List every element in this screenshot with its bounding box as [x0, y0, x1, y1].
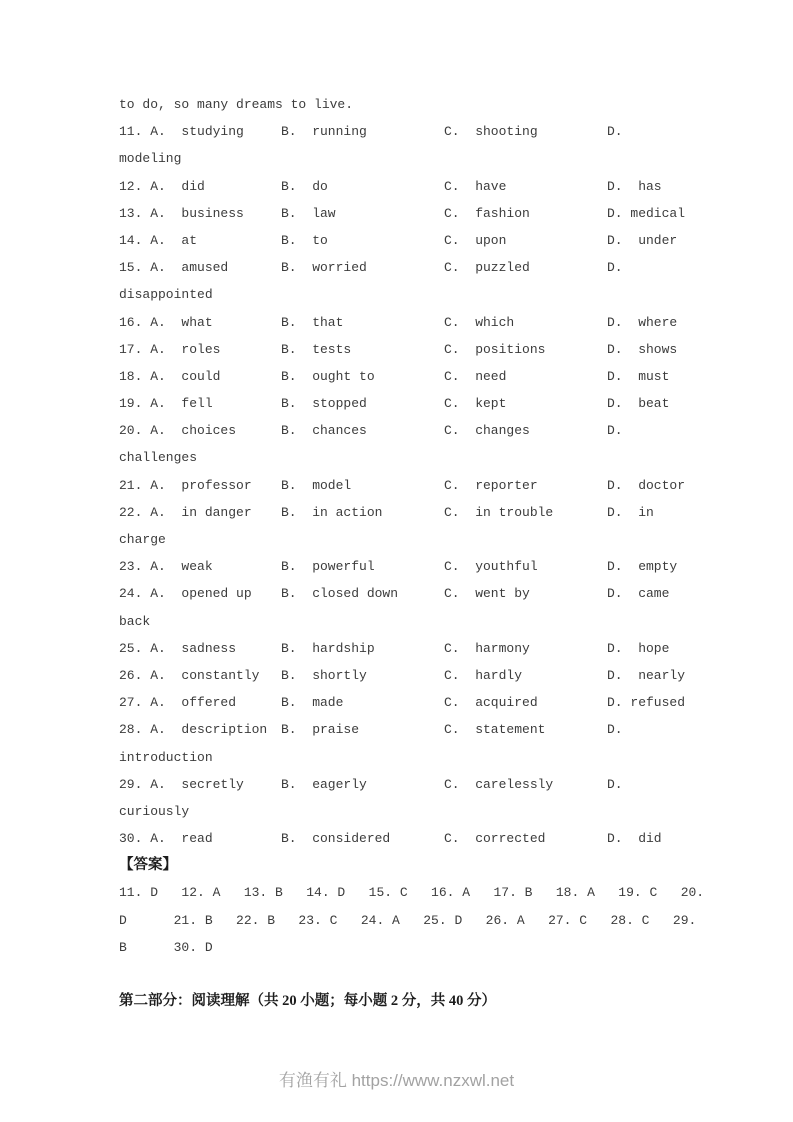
option-cell-b: B. powerful — [281, 559, 375, 575]
option-cell-b: B. tests — [281, 341, 352, 357]
option-cell-d: D. — [607, 260, 623, 276]
option-cell-c: C. shooting — [444, 124, 538, 140]
cloze-row-12 — [119, 173, 779, 200]
cloze-row-22 — [119, 499, 779, 526]
option-cell-d: D. where — [607, 314, 678, 330]
option-cell-c: C. in trouble — [444, 504, 554, 520]
option-cell-d: D. beat — [607, 396, 670, 412]
option-cell-d: D. doctor — [607, 477, 686, 493]
option-cell-c: C. hardly — [444, 667, 523, 683]
cloze-row-17 — [119, 336, 779, 363]
option-cell-b: B. shortly — [281, 667, 367, 683]
option-cell-c: C. puzzled — [444, 260, 530, 276]
answers-line-2: D 21. B 22. B 23. C 24. A 25. D 26. A 27. C 28. C 29. — [119, 912, 697, 928]
option-cell-d: D. — [607, 722, 623, 738]
option-cell-d: D. must — [607, 368, 670, 384]
answers-line-3: B 30. D — [119, 939, 213, 955]
option-cell-c: C. harmony — [444, 640, 530, 656]
option-cell-a: 28. A. description — [119, 722, 268, 738]
option-cell-d: D. did — [607, 831, 662, 847]
option-cell-c: C. went by — [444, 586, 530, 602]
cloze-row-26 — [119, 662, 779, 689]
answers-heading: 【答案】 — [119, 857, 177, 874]
option-cell-b: B. running — [281, 124, 367, 140]
cloze-row-20-continuation: challenges — [119, 450, 198, 466]
option-cell-b: B. praise — [281, 722, 360, 738]
option-cell-d: D. shows — [607, 341, 678, 357]
cloze-row-29 — [119, 771, 779, 798]
exam-page-content — [119, 91, 779, 1015]
option-cell-a: 20. A. choices — [119, 423, 237, 439]
option-cell-c: C. carelessly — [444, 776, 554, 792]
option-cell-d: D. refused — [607, 695, 686, 711]
option-cell-c: C. kept — [444, 396, 507, 412]
cloze-row-15-continuation: disappointed — [119, 287, 213, 303]
cloze-intro-line: to do, so many dreams to live. — [119, 97, 354, 112]
option-cell-d: D. has — [607, 178, 662, 194]
cloze-row-27 — [119, 689, 779, 716]
option-cell-a: 13. A. business — [119, 205, 244, 221]
cloze-row-28 — [119, 716, 779, 743]
option-cell-a: 26. A. constantly — [119, 667, 260, 683]
option-cell-b: B. chances — [281, 423, 367, 439]
option-cell-c: C. statement — [444, 722, 546, 738]
option-cell-b: B. made — [281, 695, 344, 711]
cloze-row-14 — [119, 227, 779, 254]
section2-heading: 第二部分：阅读理解（共 20 小题；每小题 2 分，共 40 分） — [119, 993, 496, 1010]
blank-line — [119, 961, 779, 988]
option-cell-d: D. empty — [607, 559, 678, 575]
option-cell-d: D. came — [607, 586, 670, 602]
cloze-row-13 — [119, 200, 779, 227]
cloze-row-29-continuation: curiously — [119, 803, 190, 819]
option-cell-a: 16. A. what — [119, 314, 213, 330]
option-cell-a: 17. A. roles — [119, 341, 221, 357]
option-cell-a: 25. A. sadness — [119, 640, 237, 656]
option-cell-b: B. law — [281, 205, 336, 221]
option-cell-d: D. — [607, 423, 623, 439]
cloze-row-23 — [119, 553, 779, 580]
cloze-row-15 — [119, 254, 779, 281]
option-cell-a: 21. A. professor — [119, 477, 252, 493]
option-cell-c: C. acquired — [444, 695, 538, 711]
option-cell-a: 12. A. did — [119, 178, 205, 194]
option-cell-b: B. closed down — [281, 586, 399, 602]
cloze-row-25 — [119, 635, 779, 662]
option-cell-b: B. eagerly — [281, 776, 367, 792]
cloze-row-11 — [119, 118, 779, 145]
cloze-row-28-continuation: introduction — [119, 749, 213, 765]
option-cell-b: B. that — [281, 314, 344, 330]
cloze-row-11-continuation: modeling — [119, 151, 182, 167]
option-cell-b: B. ought to — [281, 368, 375, 384]
option-cell-c: C. fashion — [444, 205, 530, 221]
option-cell-d: D. in — [607, 504, 654, 520]
cloze-row-30 — [119, 825, 779, 852]
option-cell-b: B. stopped — [281, 396, 367, 412]
option-cell-a: 30. A. read — [119, 831, 213, 847]
option-cell-a: 29. A. secretly — [119, 776, 244, 792]
cloze-row-24 — [119, 580, 779, 607]
option-cell-a: 14. A. at — [119, 232, 198, 248]
option-cell-a: 27. A. offered — [119, 695, 237, 711]
option-cell-b: B. worried — [281, 260, 367, 276]
cloze-row-22-continuation: charge — [119, 532, 166, 547]
option-cell-a: 22. A. in danger — [119, 504, 252, 520]
option-cell-c: C. which — [444, 314, 515, 330]
option-cell-c: C. youthful — [444, 559, 538, 575]
option-cell-a: 15. A. amused — [119, 260, 229, 276]
option-cell-d: D. nearly — [607, 667, 686, 683]
option-cell-c: C. upon — [444, 232, 507, 248]
cloze-row-24-continuation: back — [119, 613, 151, 629]
cloze-row-20 — [119, 417, 779, 444]
option-cell-a: 18. A. could — [119, 368, 221, 384]
cloze-row-21 — [119, 472, 779, 499]
cloze-row-18 — [119, 363, 779, 390]
option-cell-c: C. positions — [444, 341, 546, 357]
option-cell-b: B. model — [281, 477, 352, 493]
option-cell-d: D. medical — [607, 205, 686, 221]
watermark-footer: 有渔有礼 https://www.nzxwl.net — [278, 1071, 515, 1090]
option-cell-d: D. hope — [607, 640, 670, 656]
option-cell-c: C. reporter — [444, 477, 538, 493]
option-cell-a: 11. A. studying — [119, 124, 244, 140]
option-cell-a: 19. A. fell — [119, 396, 213, 412]
option-cell-d: D. — [607, 124, 623, 140]
option-cell-b: B. do — [281, 178, 328, 194]
option-cell-a: 24. A. opened up — [119, 586, 252, 602]
option-cell-c: C. need — [444, 368, 507, 384]
option-cell-a: 23. A. weak — [119, 559, 213, 575]
option-cell-b: B. to — [281, 232, 328, 248]
option-cell-b: B. in action — [281, 504, 383, 520]
cloze-row-16 — [119, 309, 779, 336]
cloze-row-19 — [119, 390, 779, 417]
answers-line-1: 11. D 12. A 13. B 14. D 15. C 16. A 17. B 18. A 19. C 20. — [119, 885, 705, 901]
option-cell-c: C. changes — [444, 423, 530, 439]
option-cell-b: B. considered — [281, 831, 391, 847]
option-cell-c: C. have — [444, 178, 507, 194]
option-cell-d: D. — [607, 776, 623, 792]
option-cell-b: B. hardship — [281, 640, 375, 656]
option-cell-c: C. corrected — [444, 831, 546, 847]
option-cell-d: D. under — [607, 232, 678, 248]
